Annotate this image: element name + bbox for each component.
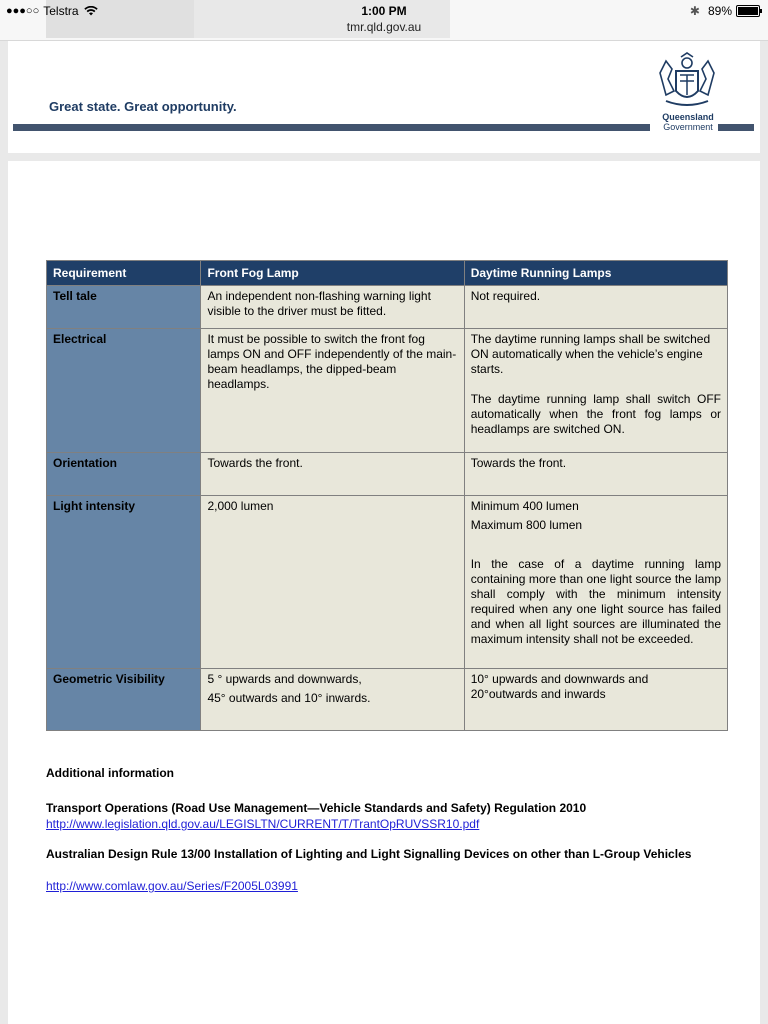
cell-text: In the case of a daytime running lamp containing more than one light source the lamp shall comply with the minimum intensity required when any one light source has failed and when all light sources are illuminated the maximum intensity shall not be exceeded. bbox=[470, 557, 721, 646]
row-label: Tell tale bbox=[47, 286, 201, 329]
reference-title: Australian Design Rule 13/00 Installation of Lighting and Light Signalling Devices on other than L-Group Vehicles bbox=[46, 847, 692, 861]
table-row bbox=[47, 453, 728, 496]
additional-information-heading: Additional information bbox=[46, 766, 174, 780]
cell-text: Towards the front. bbox=[470, 456, 567, 470]
drl-cell bbox=[464, 496, 727, 669]
cell-text: The daytime running lamps shall be switched ON automatically when the vehicle’s engine starts. bbox=[470, 332, 711, 376]
cell-text: Minimum 400 lumen bbox=[470, 499, 579, 513]
cell-text: It must be possible to switch the front fog lamps ON and OFF independently of the main-beam headlamps, the dipped-beam headlamps. bbox=[207, 332, 457, 391]
status-right bbox=[690, 4, 760, 18]
drl-cell bbox=[464, 329, 727, 453]
header-front-fog-lamp: Front Fog Lamp bbox=[201, 261, 464, 286]
status-time: 1:00 PM bbox=[361, 4, 407, 18]
row-label: Electrical bbox=[47, 329, 201, 453]
battery-percent: 89% bbox=[707, 4, 732, 18]
row-label: Geometric Visibility bbox=[47, 669, 201, 731]
page-header bbox=[8, 41, 760, 153]
fog-cell bbox=[201, 329, 464, 453]
table-row bbox=[47, 669, 728, 731]
cell-text: 20°outwards and inwards bbox=[470, 687, 606, 701]
status-bar bbox=[0, 0, 768, 41]
header-daytime-running-lamps: Daytime Running Lamps bbox=[464, 261, 727, 286]
table-row bbox=[47, 286, 728, 329]
reference-link[interactable]: http://www.legislation.qld.gov.au/LEGISLTN/CURRENT/T/TrantOpRUVSSR10.pdf bbox=[46, 817, 480, 831]
cell-text: 5 ° upwards and downwards, bbox=[207, 672, 362, 686]
address-url[interactable]: tmr.qld.gov.au bbox=[346, 20, 422, 34]
fog-cell bbox=[201, 669, 464, 731]
fog-cell bbox=[201, 453, 464, 496]
cell-text: 2,000 lumen bbox=[207, 499, 274, 513]
bluetooth-icon: ✱ bbox=[689, 4, 700, 18]
logo-sub: Government bbox=[663, 122, 713, 132]
carrier-label: Telstra bbox=[43, 4, 79, 18]
row-label: Light intensity bbox=[47, 496, 201, 669]
header-requirement: Requirement bbox=[47, 261, 201, 286]
cell-text: Maximum 800 lumen bbox=[470, 518, 583, 532]
drl-cell bbox=[464, 669, 727, 731]
table-row bbox=[47, 329, 728, 453]
queensland-crest-icon[interactable] bbox=[652, 51, 722, 111]
reference-link[interactable]: http://www.comlaw.gov.au/Series/F2005L03991 bbox=[46, 879, 298, 893]
logo-name: Queensland bbox=[662, 112, 714, 122]
fog-cell bbox=[201, 286, 464, 329]
fog-cell bbox=[201, 496, 464, 669]
document-page bbox=[8, 161, 760, 1024]
cell-text: 45° outwards and 10° inwards. bbox=[207, 691, 371, 705]
reference-title: Transport Operations (Road Use Management—Vehicle Standards and Safety) Regulation 2010 bbox=[46, 801, 587, 815]
header-divider bbox=[13, 124, 650, 131]
cell-text: 10° upwards and downwards and bbox=[470, 672, 649, 686]
table-row bbox=[47, 496, 728, 669]
cell-text: An independent non-flashing warning light visible to the driver must be fitted. bbox=[207, 289, 431, 318]
tagline: Great state. Great opportunity. bbox=[49, 99, 237, 114]
battery-icon bbox=[736, 5, 760, 17]
table-header-row bbox=[47, 261, 728, 286]
signal-icon: ●●●○○ bbox=[6, 5, 40, 17]
drl-cell bbox=[464, 453, 727, 496]
row-label: Orientation bbox=[47, 453, 201, 496]
requirements-table bbox=[46, 260, 728, 731]
drl-cell bbox=[464, 286, 727, 329]
cell-text: The daytime running lamp shall switch OFF automatically when the front fog lamps or headlamps are switched ON. bbox=[470, 392, 721, 436]
cell-text: Not required. bbox=[470, 289, 541, 303]
cell-text: Towards the front. bbox=[207, 456, 303, 470]
